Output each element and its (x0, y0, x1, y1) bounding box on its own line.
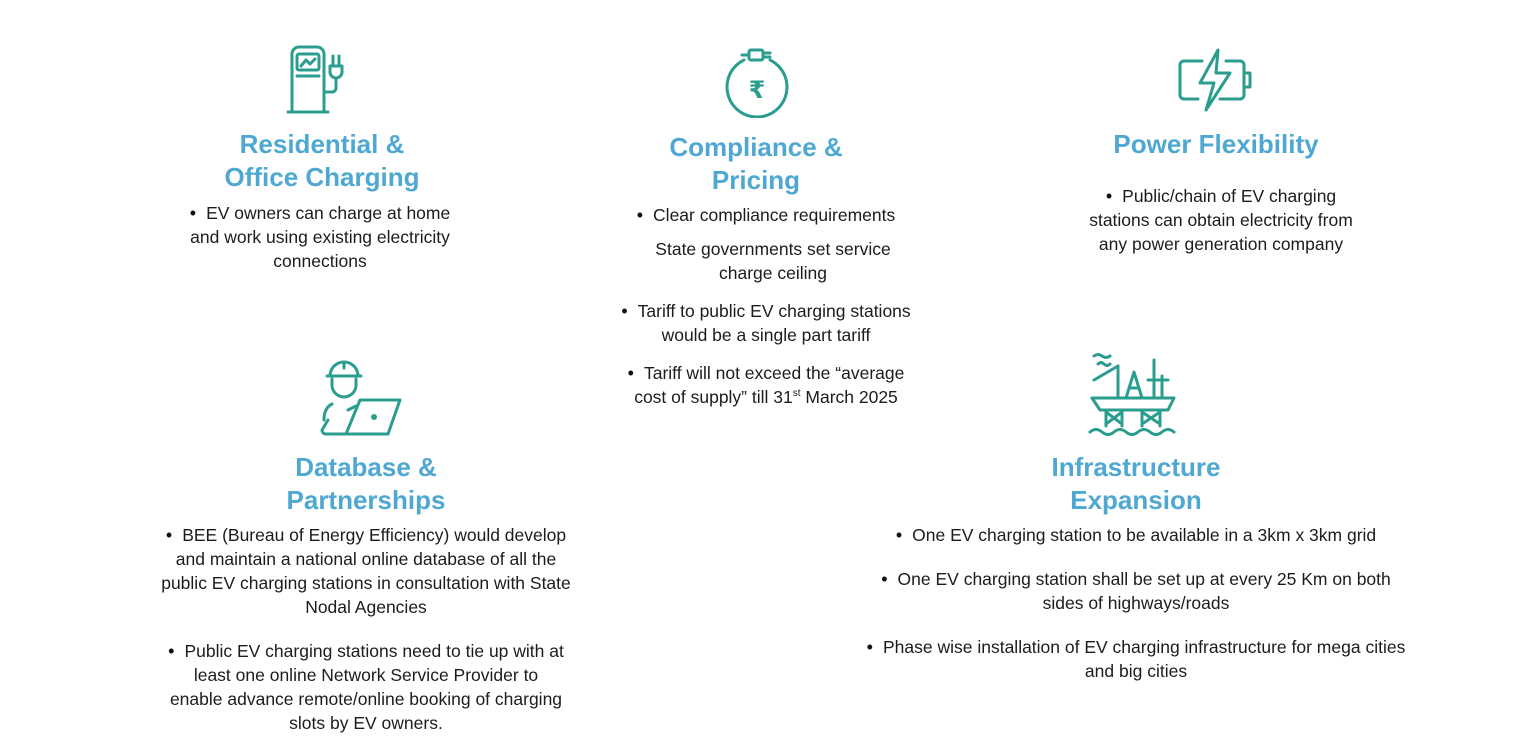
list-item: State governments set service charge ceiling (655, 239, 891, 283)
bullet-item: • Public EV charging stations need to tie up with at least one online Network Service Provider to enable advance remote/online booking of charging slots by EV owners. (136, 639, 596, 735)
bullet-item: • One EV charging station shall be set up at every 25 Km on both sides of highways/roads (826, 567, 1446, 615)
section-body-database (136, 523, 596, 735)
bullet-item: • BEE (Bureau of Energy Efficiency) would develop and maintain a national online database of all the public EV charging stations in consultation with State Nodal Agencies (136, 523, 596, 619)
section-title-infrastructure: Infrastructure Expansion (1051, 452, 1221, 515)
offshore-platform-icon (1088, 350, 1184, 438)
bullet-item: • Tariff will not exceed the “average cost of supply” till 31st March 2025 (586, 361, 946, 409)
section-body-residential (150, 201, 490, 273)
svg-text:₹: ₹ (748, 76, 766, 104)
bullet-item: • Phase wise installation of EV charging infrastructure for mega cities and big cities (826, 635, 1446, 683)
ev-charging-station-icon (286, 44, 358, 114)
bullet-item: • Public/chain of EV charging stations can obtain electricity from any power generation company (1046, 184, 1396, 256)
section-title-power: Power Flexibility (1113, 129, 1319, 159)
section-title-residential: Residential & Office Charging (224, 129, 420, 192)
battery-lightning-icon (1176, 47, 1256, 113)
rupee-plug-icon (722, 46, 792, 118)
section-body-compliance (586, 203, 946, 409)
section-body-power (1046, 184, 1396, 256)
section-title-compliance: Compliance & Pricing (669, 132, 843, 195)
bullet-item: • Clear compliance requirements (586, 203, 946, 227)
bullet-item: • Tariff to public EV charging stations would be a single part tariff (586, 299, 946, 347)
engineer-laptop-icon (318, 354, 406, 438)
bullet-item: • EV owners can charge at home and work using existing electricity connections (150, 201, 490, 273)
bullet-item: • One EV charging station to be available in a 3km x 3km grid (826, 523, 1446, 547)
section-body-infrastructure (826, 523, 1446, 683)
section-title-database: Database & Partnerships (286, 452, 446, 515)
